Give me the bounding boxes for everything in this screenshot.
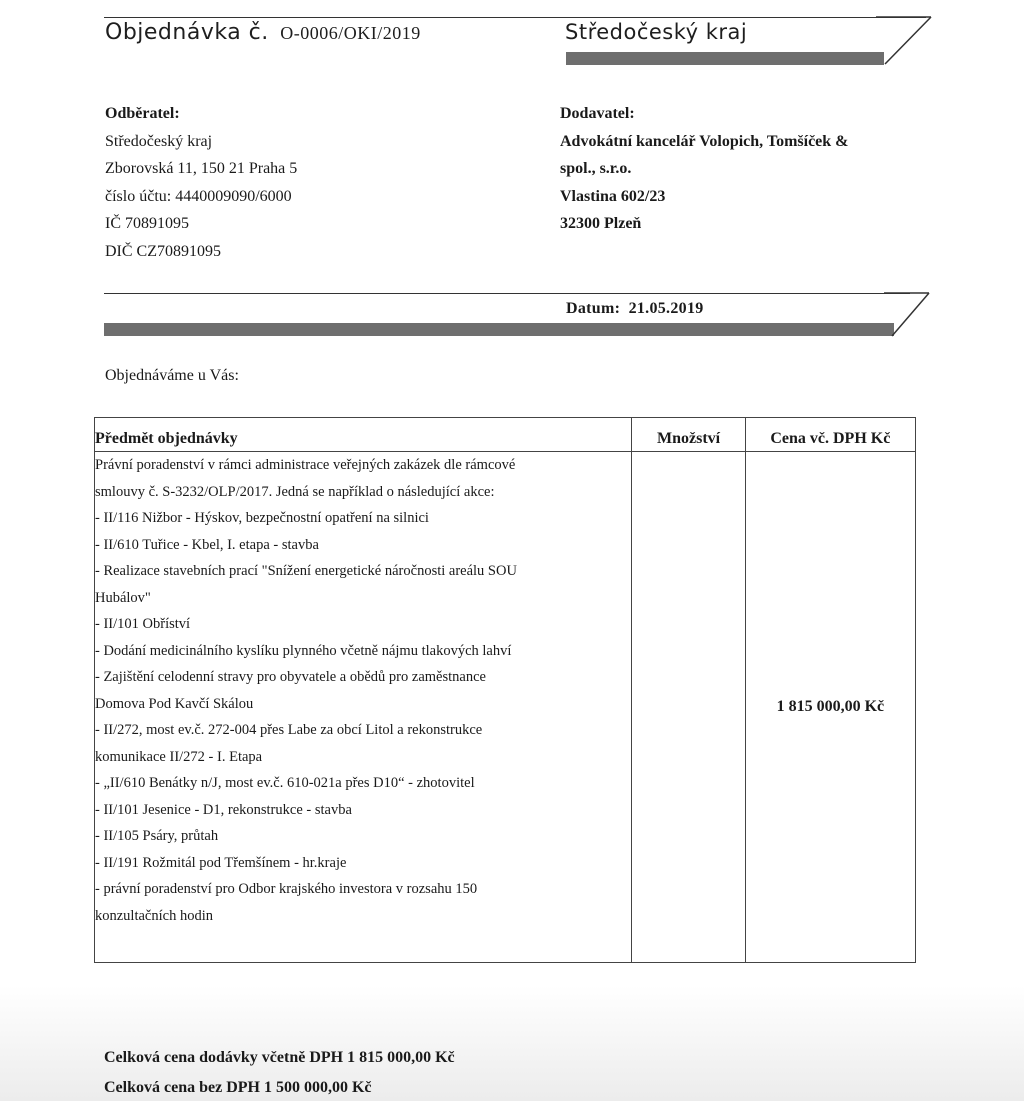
subject-line: - Realizace stavebních prací "Snížení energetické náročnosti areálu SOU [95,563,517,579]
subject-line: - Zajištění celodenní stravy pro obyvatele a obědů pro zaměstnance [95,669,486,685]
col-header-price: Cena vč. DPH Kč [745,418,915,452]
buyer-line: IČ 70891095 [105,215,189,232]
subject-line: - právní poradenství pro Odbor krajského investora v rozsahu 150 [95,881,478,897]
quantity-cell [632,452,745,963]
subject-line: - II/101 Jesenice - D1, rekonstrukce - stavba [95,801,352,818]
date-value: 21.05.2019 [628,300,704,317]
subject-line: - II/191 Rožmitál pod Třemšínem - hr.kraje [95,854,347,871]
buyer-label: Odběratel: [105,105,180,122]
supplier-line: Advokátní kancelář Volopich, Tomšíček & [560,132,849,150]
header-top-rule [104,17,926,18]
header-region: Středočeský kraj [565,20,748,44]
buyer-block [105,100,297,265]
price-cell: 1 815 000,00 Kč [745,452,915,963]
subject-line: Právní poradenství v rámci administrace veřejných zakázek dle rámcové [95,457,516,473]
subject-line: - II/272, most ev.č. 272-004 přes Labe za obcí Litol a rekonstrukce [95,722,483,738]
date-top-rule [104,293,910,294]
subject-line: - Dodání medicinálního kyslíku plynného včetně nájmu tlakových lahví [95,642,512,659]
total-with-vat: Celková cena dodávky včetně DPH 1 815 000,00 Kč [104,1049,455,1066]
order-number: O-0006/OKI/2019 [280,23,421,43]
header-band-slant [876,15,936,67]
subject-line: Hubálov" [95,589,151,606]
subject-line: - „II/610 Benátky n/J, most ev.č. 610-021a přes D10“ - zhotovitel [95,775,475,791]
total-without-vat: Celková cena bez DPH 1 500 000,00 Kč [104,1079,372,1096]
supplier-label: Dodavatel: [560,105,635,122]
buyer-line: číslo účtu: 4440009090/6000 [105,187,292,205]
col-header-quantity: Množství [632,418,745,452]
subject-cell [95,452,632,963]
supplier-line: Vlastina 602/23 [560,187,666,205]
subject-line: komunikace II/272 - I. Etapa [95,748,263,765]
supplier-line: spol., s.r.o. [560,160,632,177]
buyer-line: Zborovská 11, 150 21 Praha 5 [105,160,298,177]
order-title [105,20,421,45]
date-label: Datum: [566,300,621,317]
date-field [566,300,704,318]
subject-line: - II/116 Nižbor - Hýskov, bezpečnostní opatření na silnici [95,510,429,526]
date-band-slant [884,291,934,339]
buyer-line: Středočeský kraj [105,132,213,150]
subject-line: - II/105 Psáry, průtah [95,828,219,844]
subject-line: konzultačních hodin [95,907,213,924]
table-row [95,452,916,963]
supplier-block [560,100,849,238]
supplier-line: 32300 Plzeň [560,215,642,232]
subject-line: - II/101 Obříství [95,616,191,632]
col-header-subject: Předmět objednávky [95,418,632,452]
subject-line: - II/610 Tuřice - Kbel, I. etapa - stavba [95,536,319,553]
date-band-bar [104,323,894,336]
table-header-row [95,418,916,452]
header-band-bar [566,52,884,65]
subject-line: smlouvy č. S-3232/OLP/2017. Jedná se například o následující akce: [95,483,495,500]
intro-text: Objednáváme u Vás: [105,367,239,384]
order-title-prefix: Objednávka č. [105,20,269,45]
order-items-table [94,417,916,963]
subject-line: Domova Pod Kavčí Skálou [95,695,254,712]
buyer-line: DIČ CZ70891095 [105,242,221,260]
totals-block [104,1043,455,1103]
